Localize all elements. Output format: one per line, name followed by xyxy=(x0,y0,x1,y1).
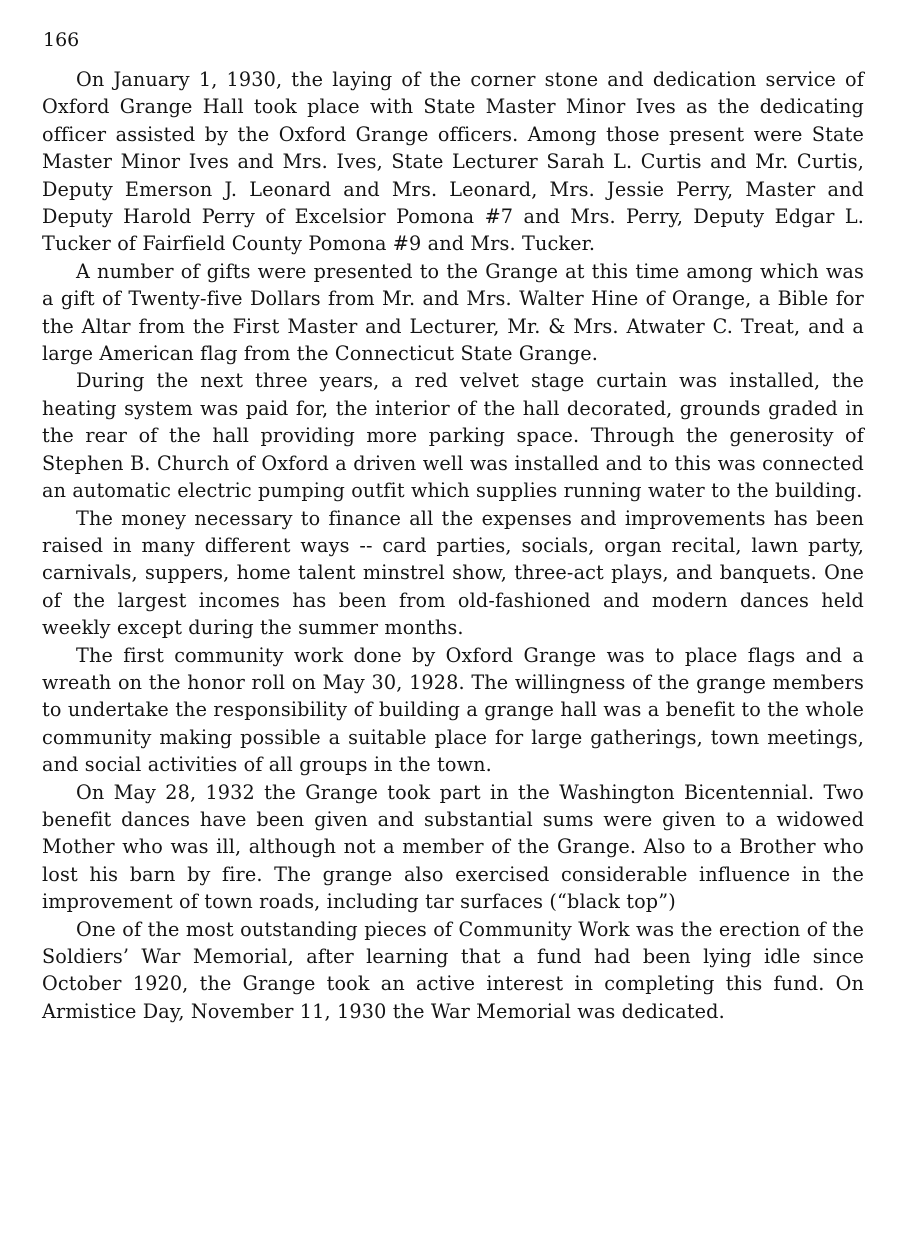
paragraph-dedication: On January 1, 1930, the laying of the corner stone and dedication service of Oxford Grange Hall took place with State Master Minor Ives as the dedicating officer assisted by the Oxford Grange officers. Among those present were State Master Minor Ives and Mrs. Ives, State Lecturer Sarah L. Curtis and Mr. Curtis, Deputy Emerson J. Leonard and Mrs. Leonard, Mrs. Jessie Perry, Master and Deputy Harold Perry of Excelsior Pomona #7 and Mrs. Perry, Deputy Edgar L. Tucker of Fairfield County Pomona #9 and Mrs. Tucker. xyxy=(42,68,864,256)
paragraph-fundraising: The money necessary to finance all the expenses and improvements has been raised in many different ways -- card parties, socials, organ recital, lawn party, carnivals, suppers, home talent minstrel show, three-act plays, and banquets. One of the largest incomes has been from old-fashioned and modern dances held weekly except during the summer months. xyxy=(42,506,864,640)
page-number: 166 xyxy=(43,29,80,51)
paragraph-improvements: During the next three years, a red velvet stage curtain was installed, the heating system was paid for, the interior of the hall decorated, grounds graded in the rear of the hall providing more parking space. Through the generosity of Stephen B. Church of Oxford a driven well was installed and to this was connected an automatic electric pumping outfit which supplies running water to the building. xyxy=(42,369,864,503)
paragraph-community-work: The first community work done by Oxford Grange was to place flags and a wreath on the honor roll on May 30, 1928. The willingness of the grange members to undertake the responsibility of building a grange hall was a benefit to the whole community making possible a suitable place for large gatherings, town meetings, and social activities of all groups in the town. xyxy=(42,643,864,777)
paragraph-war-memorial: One of the most outstanding pieces of Community Work was the erection of the Soldiers’ War Memorial, after learning that a fund had been lying idle since October 1920, the Grange took an active interest in completing this fund. On Armistice Day, November 11, 1930 the War Memorial was dedicated. xyxy=(42,917,864,1023)
paragraph-gifts: A number of gifts were presented to the Grange at this time among which was a gift of Twenty-five Dollars from Mr. and Mrs. Walter Hine of Orange, a Bible for the Altar from the First Master and Lecturer, Mr. & Mrs. Atwater C. Treat, and a large American flag from the Connecticut State Grange. xyxy=(42,259,864,366)
body-text xyxy=(42,66,864,1025)
paragraph-bicentennial: On May 28, 1932 the Grange took part in the Washington Bicentennial. Two benefit dances have been given and substantial sums were given to a widowed Mother who was ill, although not a member of the Grange. Also to a Brother who lost his barn by fire. The grange also exercised considerable influence in the improvement of town roads, including tar surfaces (“black top”) xyxy=(42,780,864,914)
